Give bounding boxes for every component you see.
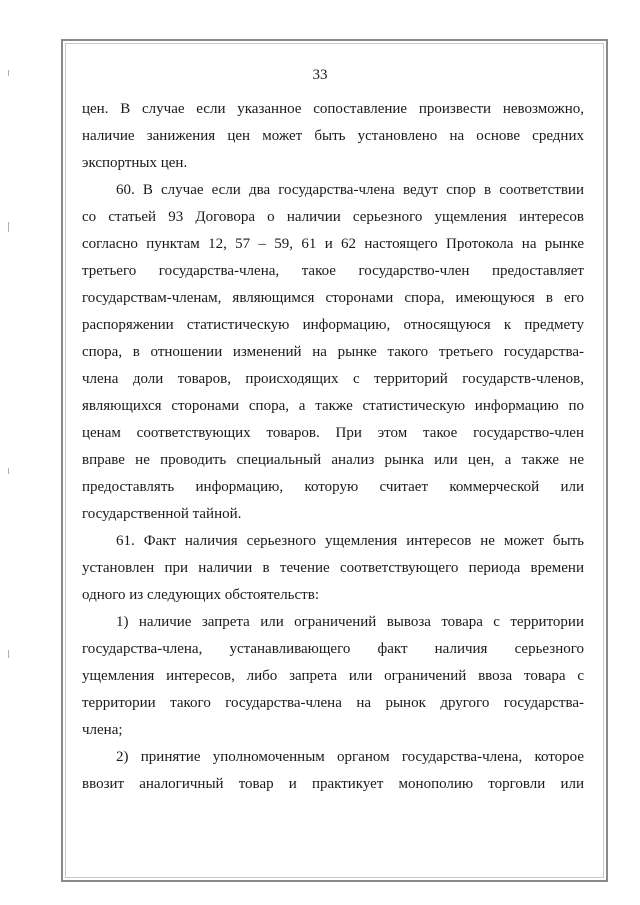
text-line: государства-члена, устанавливающего факт наличия серьезного xyxy=(82,641,584,657)
page-number: 33 xyxy=(312,67,328,83)
text-line: ценам соответствующих товаров. При этом такое государство-член xyxy=(82,425,584,441)
text-line: предоставлять информацию, которую считает коммерческой или xyxy=(82,479,584,495)
text-line: одного из следующих обстоятельств: xyxy=(82,587,319,603)
text-line: государствам-членам, являющимся сторонами спора, имеющуюся в его xyxy=(82,290,584,306)
text-line: ввозит аналогичный товар и практикует монополию торговли или xyxy=(82,776,584,792)
text-line: установлен при наличии в течение соответствующего периода времени xyxy=(82,560,584,576)
text-line: со статьей 93 Договора о наличии серьезного ущемления интересов xyxy=(82,209,584,225)
text-line: территории такого государства-члена на рынок другого государства- xyxy=(82,695,584,711)
text-line: экспортных цен. xyxy=(82,155,188,171)
text-line: вправе не проводить специальный анализ рынка или цен, а также не xyxy=(82,452,584,468)
text-line: члена доли товаров, происходящих с территорий государств-членов, xyxy=(82,371,584,387)
text-line: распоряжении статистическую информацию, относящуюся к предмету xyxy=(82,317,584,333)
text-line: спора, в отношении изменений на рынке такого третьего государства- xyxy=(82,344,584,360)
text-line: 61. Факт наличия серьезного ущемления интересов не может быть xyxy=(116,533,584,549)
text-line: 2) принятие уполномоченным органом государства-члена, которое xyxy=(116,749,584,765)
text-line: члена; xyxy=(82,722,123,738)
text-line: согласно пунктам 12, 57 – 59, 61 и 62 настоящего Протокола на рынке xyxy=(82,236,584,252)
text-line: 1) наличие запрета или ограничений вывоза товара с территории xyxy=(116,614,584,630)
scan-edge-mark xyxy=(8,468,9,474)
text-line: третьего государства-члена, такое государство-член предоставляет xyxy=(82,263,584,279)
scan-edge-mark xyxy=(8,650,9,658)
text-line: государственной тайной. xyxy=(82,506,242,522)
text-line: являющихся сторонами спора, а также статистическую информацию по xyxy=(82,398,584,414)
text-line: ущемления интересов, либо запрета или ограничений ввоза товара с xyxy=(82,668,584,684)
document-body xyxy=(82,96,584,798)
text-line: цен. В случае если указанное сопоставление произвести невозможно, xyxy=(82,101,584,117)
text-line: 60. В случае если два государства-члена ведут спор в соответствии xyxy=(116,182,584,198)
text-line: наличие занижения цен может быть установлено на основе средних xyxy=(82,128,584,144)
scan-edge-mark xyxy=(8,222,9,232)
